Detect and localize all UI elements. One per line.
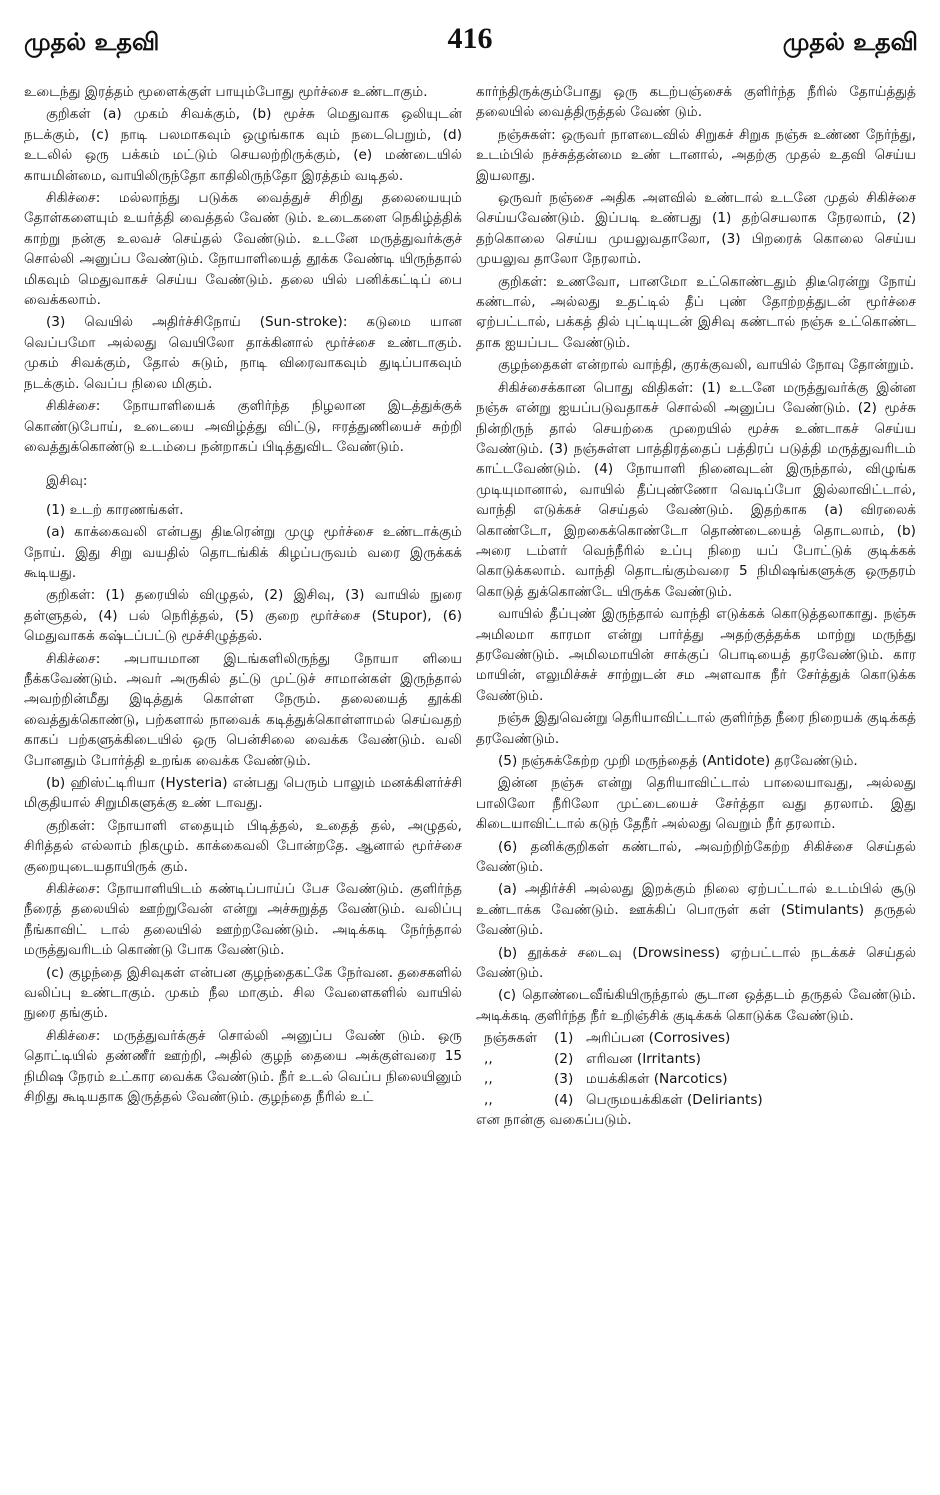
list-item-text: அரிப்பன (Corrosives)	[586, 1030, 731, 1047]
paragraph: சிகிச்சைக்கான பொது விதிகள்: (1) உடனே மருத்துவர்க்கு இன்ன நஞ்சு என்று ஐயப்படுவதாகச் சொல்லி அனுப்ப வேண்டும். (2) மூச்சு நின்றிருந் தால் செயற்கை முறையில் மூச்சு உண்டாகச் செய்ய வேண்டும். (3) நஞ்சுள்ள பாத்திரத்தைப் பத்திரப் படுத்தி மருத்துவரிடம் காட்டவேண்டும். (4) நோயாளி நினைவுடன் இருந்தால், விழுங்க முடியுமானால், வாயில் தீப்புண்ணோ வெடிப்போ இல்லாவிட்டால், வாந்தி எடுக்கச் செய்தல் வேண்டும். இதற்காக (a) விரலைக் கொண்டோ, இறகைக்கொண்டோ தொண்டையைத் தொடலாம், (b) அரை டம்ளர் வெந்நீரில் உப்பு நிறை யப் போட்டுக் குடிக்கக் கொடுக்கலாம். வாந்தி தொடங்கும்வரை 5 நிமிஷங்களுக்கு ஒருதரம் கொடுத் துக்கொண்டே யிருக்க வேண்டும்.	[476, 379, 916, 600]
paragraph: நஞ்சுகள்: ஒருவர் நாளடைவில் சிறுகச் சிறுக நஞ்சு உண்ண நேர்ந்து, உடம்பில் நச்சுத்தன்மை உண் டானால், அதற்கு முதல் உதவி செய்ய இயலாது.	[476, 126, 916, 184]
paragraph: குழந்தைகள் என்றால் வாந்தி, குரக்குவலி, வாயில் நோவு தோன்றும்.	[498, 357, 915, 374]
paragraph: (b) ஹிஸ்ட்டிரியா (Hysteria) என்பது பெரும் பாலும் மனக்கிளர்ச்சி மிகுதியால் சிறுமிகளுக்கு உண் டாவது.	[24, 775, 462, 812]
paragraph: இன்ன நஞ்சு என்று தெரியாவிட்டால் பாலையாவது, அல்லது பாலிலோ நீரிலோ முட்டையைச் சேர்த்தா வது தரலாம். இது கிடையாவிட்டால் கடுந் தேநீர் அல்லது வெறும் நீர் தரலாம்.	[476, 775, 916, 833]
paragraph: (6) தனிக்குறிகள் கண்டால், அவற்றிற்கேற்ற சிகிச்சை செய்தல் வேண்டும்.	[476, 838, 916, 876]
running-title-left: முதல் உதவி	[24, 28, 160, 56]
page-number: 416	[447, 22, 493, 55]
paragraph: குறிகள்: நோயாளி எதையும் பிடித்தல், உதைத் தல், அழுதல், சிரித்தல் எல்லாம் நிகழும். காக்கைவலி போன்றதே. ஆனால் மூர்ச்சை குறையுடையதாயிருக் கும்.	[24, 817, 462, 875]
right-column	[476, 82, 916, 1132]
list-item	[476, 1069, 916, 1089]
list-item	[476, 1028, 916, 1048]
paragraph: (c) தொண்டைவீங்கியிருந்தால் சூடான ஒத்தடம் தருதல் வேண்டும். அடிக்கடி குளிர்ந்த நீர் உறிஞ்சிக் குடிக்கக் கொடுக்க வேண்டும்.	[476, 987, 916, 1024]
paragraph: வாயில் தீப்புண் இருந்தால் வாந்தி எடுக்கக் கொடுத்தலாகாது. நஞ்சு அமிலமா காரமா என்று பார்த்து அதற்குத்தக்க மாற்று மருந்து தரவேண்டும். அமிலமாயின் சாக்குப் பொடியைத் தரவேண்டும். கார மாயின், எலுமிச்சுச் சாற்றுடன் சம அளவாக நீர் சேர்த்துக் கொடுக்க வேண்டும்.	[476, 606, 916, 704]
list-item-number: (3)	[554, 1071, 574, 1088]
closing-line: என நான்கு வகைப்படும்.	[476, 1111, 632, 1128]
paragraph: (b) தூக்கச் சடைவு (Drowsiness) ஏற்பட்டால் நடக்கச் செய்தல் வேண்டும்.	[476, 944, 916, 982]
paragraph: உடைந்து இரத்தம் மூளைக்குள் பாயும்போது மூர்ச்சை உண்டாகும்.	[24, 84, 428, 100]
list-item-text: மயக்கிகள் (Narcotics)	[586, 1071, 728, 1088]
page-header	[0, 22, 940, 72]
paragraph: சிகிச்சை: நோயாளியிடம் கண்டிப்பாய்ப் பேச வேண்டும். குளிர்ந்த நீரைத் தலையில் ஊற்றுவேன் என்று அச்சுறுத்த வேண்டும். வலிப்பு நீங்காவிட் டால் தலையில் ஊற்றவேண்டும். அடிக்கடி நேர்ந்தால் மருத்துவரிடம் கொண்டு போக வேண்டும்.	[24, 881, 462, 959]
list-item-number: (2)	[554, 1050, 574, 1067]
list-item-key: நஞ்சுகள்	[484, 1030, 538, 1047]
paragraph: (5) நஞ்சுக்கேற்ற முறி மருந்தைத் (Antidote) தரவேண்டும்.	[498, 753, 858, 769]
paragraph: கார்ந்திருக்கும்போது ஒரு கடற்பஞ்சைக் குளிர்ந்த நீரில் தோய்த்துத் தலையில் வைத்திருத்தல் வேண் டும்.	[476, 84, 916, 121]
paragraph: நஞ்சு இதுவென்று தெரியாவிட்டால் குளிர்ந்த நீரை நிறையக் குடிக்கத் தரவேண்டும்.	[476, 710, 916, 747]
paragraph: (a) அதிர்ச்சி அல்லது இறக்கும் நிலை ஏற்பட்டால் உடம்பில் சூடு உண்டாக்க வேண்டும். ஊக்கிப் பொருள் கள் (Stimulants) தருதல் வேண்டும்.	[476, 881, 916, 939]
paragraph: குறிகள்: (1) தரையில் விழுதல், (2) இசிவு, (3) வாயில் நுரை தள்ளுதல், (4) பல் நெரித்தல், (5) குறை மூர்ச்சை (Stupor), (6) மெதுவாகக் கஷ்டப்பட்டு மூச்சிழுத்தல்.	[24, 587, 462, 645]
poison-list	[476, 1028, 916, 1110]
left-column	[24, 82, 462, 1110]
paragraph: (3) வெயில் அதிர்ச்சிநோய் (Sun-stroke): கடுமை யான வெப்பமோ அல்லது வெயிலோ தாக்கினால் மூர்ச்சை உண்டாகும். முகம் சிவக்கும், தோல் சுடும், நாடி விரைவாகவும் துடிப்பாகவும் நடக்கும். வெப்ப நிலை மிகும்.	[24, 314, 462, 392]
list-item-key: ,,	[484, 1071, 493, 1088]
paragraph: (a) காக்கைவலி என்பது திடீரென்று முழு மூர்ச்சை உண்டாக்கும் நோய். இது சிறு வயதில் தொடங்கிக் கிழப்பருவம் வரை இருக்கக் கூடியது.	[24, 524, 462, 581]
paragraph: ஒருவர் நஞ்சை அதிக அளவில் உண்டால் உடனே முதல் சிகிச்சை செய்யவேண்டும். இப்படி உண்பது (1) தற்செயலாக நேரலாம், (2) தற்கொலை செய்ய முயலுவதாலோ, (3) பிறரைக் கொலை செய்ய முயலுவ தாலோ நேரலாம்.	[476, 190, 916, 268]
list-item-key: ,,	[484, 1050, 493, 1067]
list-item	[476, 1090, 916, 1110]
list-item-number: (4)	[554, 1091, 574, 1108]
paragraph: (1) உடற் காரணங்கள்.	[46, 501, 184, 518]
list-item-text: எரிவன (Irritants)	[586, 1050, 701, 1067]
paragraph: குறிகள்: உணவோ, பானமோ உட்கொண்டதும் திடீரென்று நோய் கண்டால், அல்லது உதட்டில் தீப் புண் தோற்றத்துடன் மூர்ச்சை ஏற்பட்டால், பக்கத் தில் புட்டியுடன் இசிவு கண்டால் நஞ்சு உட்கொண்ட தாக ஐயப்பட வேண்டும்.	[476, 273, 916, 351]
paragraph: சிகிச்சை: மல்லாந்து படுக்க வைத்துச் சிறிது தலையையும் தோள்களையும் உயர்த்தி வைத்தல் வேண் டும். உடைகளை நெகிழ்த்திக் காற்று நன்கு உலவச் செய்தல் வேண்டும். உடனே மருத்துவர்க்குச் சொல்லி அனுப்ப வேண்டும். நோயாளியைத் தூக்க வேண்டி யிருந்தால் மிகவும் மெதுவாகச் செய்ய வேண்டும். தலை யில் பனிக்கட்டிப் பை வைக்கலாம்.	[24, 190, 462, 309]
list-item-key: ,,	[484, 1091, 493, 1108]
paragraph: (c) குழந்தை இசிவுகள் என்பன குழந்தைகட்கே நேர்வன. தசைகளில் வலிப்பு உண்டாகும். முகம் நீல மாகும். சில வேளைகளில் வாயில் நுரை தங்கும்.	[24, 964, 462, 1022]
paragraph: சிகிச்சை: மருத்துவர்க்குச் சொல்லி அனுப்ப வேண் டும். ஒரு தொட்டியில் தண்ணீர் ஊற்றி, அதில் குழந் தையை அக்குள்வரை 15 நிமிஷ நேரம் உட்கார வைக்க வேண்டும். நீர் உடல் வெப்ப நிலையினும் சிறிது கூடியதாக இருத்தல் வேண்டும். குழந்தை நீரில் உட்	[24, 1027, 462, 1106]
list-item	[476, 1049, 916, 1069]
list-item-number: (1)	[554, 1030, 574, 1047]
running-title-right: முதல் உதவி	[782, 28, 918, 56]
paragraph: சிகிச்சை: நோயாளியைக் குளிர்ந்த நிழலான இடத்துக்குக் கொண்டுபோய், உடையை அவிழ்த்து விட்டு, ஈரத்துணியைச் சுற்றி வைத்துக்கொண்டு உடம்பை நன்றாகப் பிடித்துவிட வேண்டும்.	[24, 398, 462, 455]
section-heading: இசிவு:	[46, 473, 88, 490]
paragraph: சிகிச்சை: அபாயமான இடங்களிலிருந்து நோயா ளியை நீக்கவேண்டும். அவர் அருகில் தட்டு முட்டுச் சாமான்கள் இருந்தால் அவற்றின்மீது இடித்துக் கொள்ள நேரும். தலையைத் தூக்கி வைத்துக்கொண்டு, பற்களால் நாவைக் கடித்துக்கொள்ளாமல் செய்வதற் காகப் பற்களுக்கிடையில் ஒரு பென்சிலை வைக்க வேண்டும். வலி போனதும் போர்த்தி உறங்க வைக்க வேண்டும்.	[24, 650, 462, 769]
list-item-text: பெருமயக்கிகள் (Deliriants)	[586, 1091, 763, 1108]
paragraph: குறிகள் (a) முகம் சிவக்கும், (b) மூச்சு மெதுவாக ஒலியுடன் நடக்கும், (c) நாடி பலமாகவும் ஒழுங்காக வும் நடைபெறும், (d) உடலில் ஒரு பக்கம் மட்டும் செயலற்றிருக்கும், (e) மண்டையில் காயமின்மை, வாயிலிருந்தோ காதிலிருந்தோ இரத்தம் வடிதல்.	[24, 106, 462, 184]
